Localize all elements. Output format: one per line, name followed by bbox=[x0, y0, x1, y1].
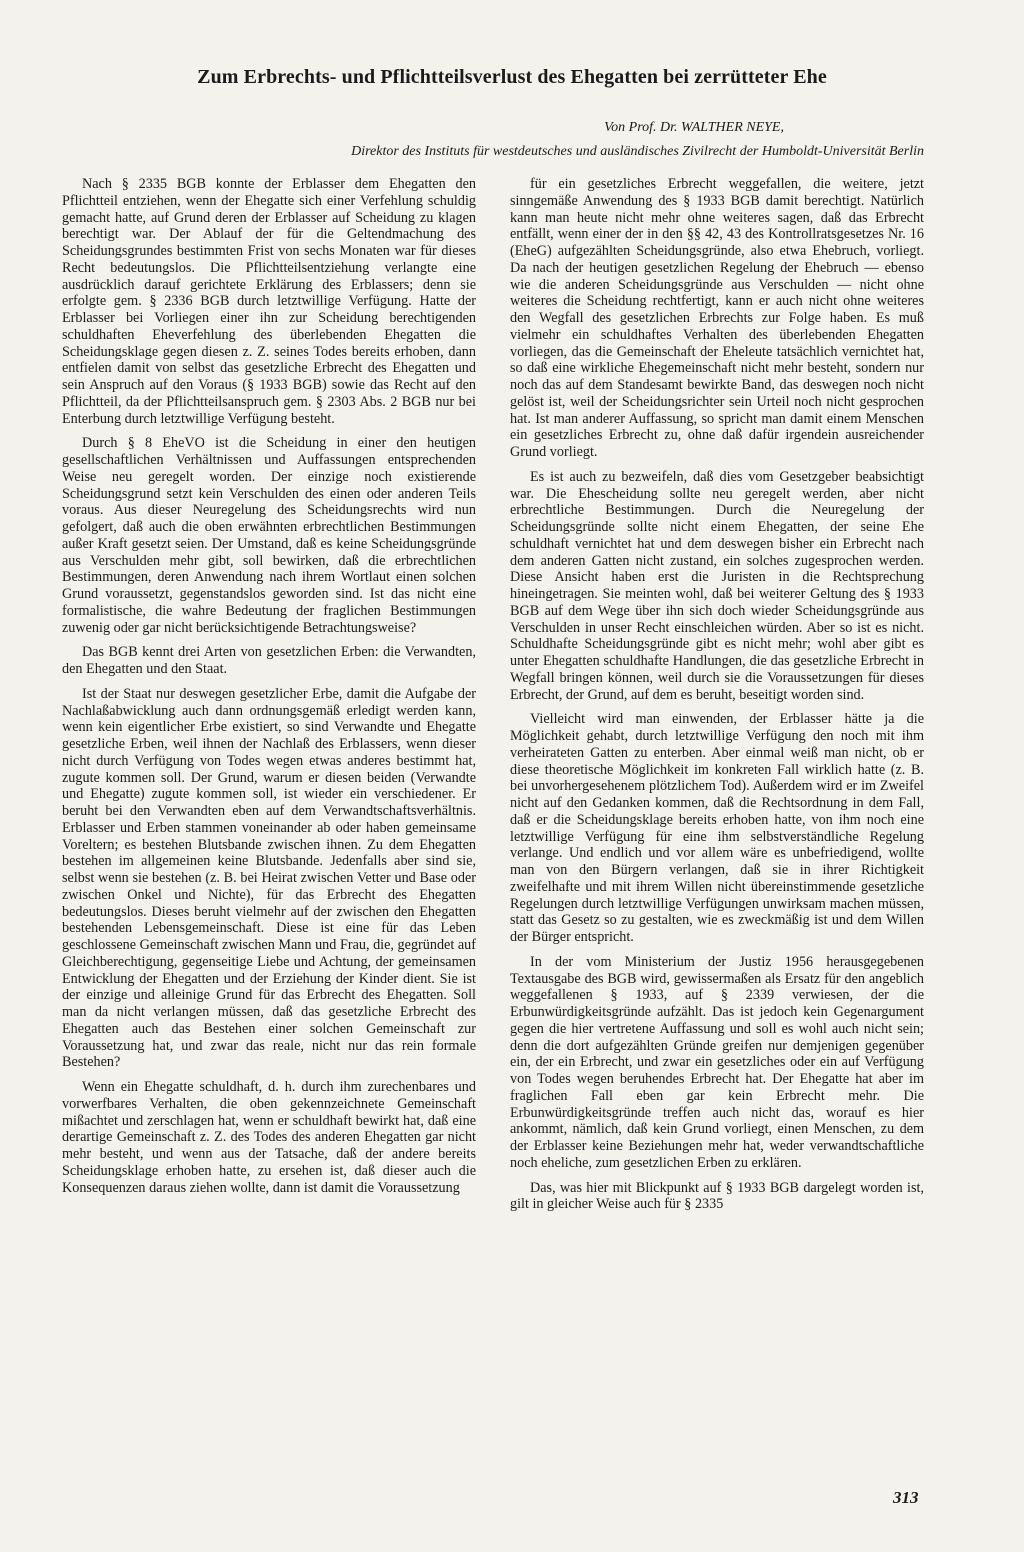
paragraph: Durch § 8 EheVO ist die Scheidung in einer den heutigen gesellschaftlichen Verhältnissen und Auffassungen entsprechenden Weise neu geregelt worden. Der einzige noch existierende Scheidungsgrund setzt kein Verschulden des einen oder anderen Teils voraus. Aus dieser Neuregelung des Scheidungsrechts wird nun gefolgert, daß auch die oben erwähnten erbrechtlichen Bestimmungen außer Kraft gesetzt seien. Der Umstand, daß es keine Scheidungsgründe aus Verschulden mehr gibt, soll bewirken, daß die erbrechtlichen Bestimmungen, deren Anwendung nach ihrem Wortlaut einen solchen Grund voraussetzt, gegenstandslos geworden sind. Ist das nicht eine formalistische, die wahre Bedeutung der fraglichen Bestimmungen zuwenig oder gar nicht berücksichtigende Betrachtungsweise? bbox=[62, 435, 476, 636]
paragraph: In der vom Ministerium der Justiz 1956 herausgegebenen Textausgabe des BGB wird, gewissermaßen als Ersatz für den angeblich weggefallenen § 1933, auf § 2339 verwiesen, der die Erbunwürdigkeitsgründe aufzählt. Das ist jedoch kein Gegenargument gegen die hier vertretene Auffassung und soll es wohl auch nicht sein; denn die dort aufgezählten Gründe greifen nur demjenigen gegenüber ein, der ein Erbrecht, und zwar ein gesetzliches oder ein auf Verfügung von Todes wegen beruhendes Erbrecht hat. Der Ehegatte hat aber im fraglichen Fall eben gar kein Erbrecht mehr. Die Erbunwürdigkeitsgründe treffen auch nicht das, worauf es hier ankommt, nämlich, daß kein Grund vorliegt, einen Menschen, zu dem der Erblasser keine Beziehungen mehr hat, weder verwandtschaftliche noch eheliche, zum gesetzlichen Erben zu erklären. bbox=[510, 953, 924, 1171]
paragraph: Wenn ein Ehegatte schuldhaft, d. h. durch ihm zurechenbares und vorwerfbares Verhalten, die oben gekennzeichnete Gemeinschaft mißachtet und zerschlagen hat, wenn er schuldhaft bewirkt hat, daß eine derartige Gemeinschaft z. Z. des Todes des anderen Ehegatten gar nicht mehr besteht, und wenn aus der Tatsache, daß der andere bereits Scheidungsklage erhoben hatte, zu ersehen ist, daß dieser auch die Konsequenzen daraus ziehen wollte, dann ist damit die Voraussetzung bbox=[62, 1079, 476, 1196]
paragraph: Ist der Staat nur deswegen gesetzlicher Erbe, damit die Aufgabe der Nachlaßabwicklung auch dann ordnungsgemäß erledigt werden kann, wenn kein eigentlicher Erbe existiert, so sind Verwandte und Ehegatte gesetzliche Erben, weil ihnen der Nachlaß des Erblassers, wenn dieser nicht durch Verfügung von Todes wegen etwas anderes bestimmt hat, zugute kommen soll. Der Grund, warum er diesen beiden (Verwandte und Ehegatte) zugute kommen soll, ist wieder ein verschiedener. Er beruht bei den Verwandten eben auf dem Verwandtschaftsverhältnis. Erblasser und Erben stammen voneinander ab oder haben gemeinsame Voreltern; es bestehen Blutsbande zwischen ihnen. Zu dem Ehegatten bestehen im allgemeinen keine Blutsbande. Jedenfalls aber sind sie, selbst wenn sie bestehen (z. B. bei Heirat zwischen Vetter und Base oder zwischen Onkel und Nichte), für das Erbrecht des Ehegatten bedeutungslos. Dieses beruht vielmehr auf der zwischen den Ehegatten bestehenden Lebensgemeinschaft. Diese ist eine für das Leben geschlossene Gemeinschaft zwischen Mann und Frau, die, gegründet auf Gleichberechtigung, gegenseitige Liebe und Achtung, der gemeinsamen Entwicklung der Ehegatten und der Erziehung der Kinder dient. Sie ist der einzige und alleinige Grund für das Erbrecht des Ehegatten. Soll man da nicht verlangen müssen, daß das gesetzliche Erbrecht des Ehegatten auch das Bestehen einer solchen Gemeinschaft zur Voraussetzung hat, und zwar das reale, nicht nur das rein formale Bestehen? bbox=[62, 685, 476, 1071]
article-title: Zum Erbrechts- und Pflichtteilsverlust des Ehegatten bei zerrütteter Ehe bbox=[197, 66, 827, 88]
paragraph: Das, was hier mit Blickpunkt auf § 1933 BGB dargelegt worden ist, gilt in gleicher Weise auch für § 2335 bbox=[510, 1179, 924, 1213]
left-column bbox=[62, 176, 476, 1204]
paragraph: für ein gesetzliches Erbrecht weggefallen, die weitere, jetzt sinngemäße Anwendung des § 1933 BGB damit berechtigt. Natürlich kann man heute nicht mehr ohne weiteres sagen, daß das Erbrecht entfällt, wenn einer der in den §§ 42, 43 des Kontrollratsgesetzes Nr. 16 (EheG) aufgezählten Scheidungsgründe, also etwa Ehebruch, vorliegt. Da nach der heutigen gesetzlichen Regelung der Ehebruch — ebenso wie die anderen Scheidungsgründe aus Verschulden — nicht ohne weiteres die Scheidung rechtfertigt, kann er auch nicht ohne weiteres den Wegfall des gesetzlichen Erbrechts zur Folge haben. Es muß vielmehr ein schuldhaftes Verhalten des überlebenden Ehegatten vorliegen, das die Gemeinschaft der Eheleute tatsächlich vernichtet hat, so daß eine wirkliche Ehegemeinschaft nicht mehr besteht, sondern nur noch das auf dem Standesamt bewirkte Band, das deswegen noch nicht gelöst ist, weil der Scheidungsrichter sein Urteil noch nicht gesprochen hat. Ist man anderer Auffassung, so spricht man damit einem Menschen ein gesetzliches Erbrecht zu, ohne daß dafür irgendein ausreichender Grund vorliegt. bbox=[510, 176, 924, 460]
byline bbox=[60, 116, 924, 164]
paragraph: Das BGB kennt drei Arten von gesetzlichen Erben: die Verwandten, den Ehegatten und den Staat. bbox=[62, 644, 476, 677]
right-column bbox=[510, 176, 924, 1221]
paragraph: Vielleicht wird man einwenden, der Erblasser hätte ja die Möglichkeit gehabt, durch letztwillige Verfügung den noch mit ihm verheirateten Gatten zu enterben. Aber einmal weiß man nicht, ob er diese theoretische Möglichkeit im konkreten Fall wirklich hatte (z. B. bei unvorhergesehenem plötzlichem Tod). Außerdem wird er im Zweifel nicht auf den Gedanken kommen, daß die Rechtsordnung in dem Fall, daß er die Scheidungsklage bereits erhoben hatte, von ihm noch eine letztwillige Verfügung für eine ihm selbstverständliche Regelung verlange. Und endlich und vor allem wäre es unbefriedigend, wollte man von den Bürgern verlangen, daß sie in ihrer Richtigkeit zweifelhafte und mit ihrem Willen nicht übereinstimmende gesetzliche Regelungen durch letztwillige Verfügungen unwirksam machen müssen, statt das Gesetz so zu gestalten, wie es zweckmäßig ist und dem Willen der Bürger entspricht. bbox=[510, 711, 924, 945]
paragraph: Es ist auch zu bezweifeln, daß dies vom Gesetzgeber beabsichtigt war. Die Ehescheidung sollte neu geregelt werden, aber nicht erbrechtliche Bestimmungen. Durch die Neuregelung der Scheidungsgründe sollte nicht einem Ehegatten, der seine Ehe schuldhaft vernichtet hat und dem deswegen bisher ein Erbrecht nach dem anderen Gatten nicht zustand, ein solches zugesprochen werden. Diese Ansicht haben erst die Juristen in die Rechtsprechung hineingetragen. Sie meinten wohl, daß bei weiterer Geltung des § 1933 BGB auf dem Wege über ihn sich doch wieder Scheidungsgründe aus Verschulden in unser Recht einschleichen würden. Aber so ist es nicht. Schuldhafte Scheidungsgründe gibt es nicht mehr; wohl aber gibt es unter Ehegatten schuldhafte Handlungen, die das gesetzliche Erbrecht in Wegfall bringen können, weil durch sie die Voraussetzungen für dieses Erbrecht, der Grund, auf dem es beruht, beseitigt worden sind. bbox=[510, 468, 924, 703]
affiliation-line: Direktor des Instituts für westdeutsches und ausländisches Zivilrecht der Humboldt-Universität Berlin bbox=[351, 144, 924, 159]
paragraph: Nach § 2335 BGB konnte der Erblasser dem Ehegatten den Pflichtteil entziehen, wenn der Ehegatte sich einer Verfehlung schuldig gemacht hatte, auf Grund deren der Erblasser auf Scheidung zu klagen berechtigt war. Der Ablauf der für die Geltendmachung des Scheidungsgrundes bestimmten Frist von sechs Monaten war für dieses Recht bedeutungslos. Die Pflichtteilsentziehung verlangte eine ausdrücklich darauf gerichtete Erklärung des Erblassers; denn sie erfolgte gem. § 2336 BGB durch letztwillige Verfügung. Hatte der Erblasser bei Vorliegen einer ihn zur Scheidung berechtigenden schuldhaften Eheverfehlung des überlebenden Ehegatten die Scheidungsklage gegen diesen z. Z. seines Todes bereits erhoben, dann entfielen damit von selbst das gesetzliche Erbrecht des Ehegatten und sein Anspruch auf den Voraus (§ 1933 BGB) sowie das Recht auf den Pflichtteil, da der Pflichtteilsanspruch gem. § 2303 Abs. 2 BGB nur bei Enterbung durch letztwillige Verfügung besteht. bbox=[62, 176, 476, 427]
author-line: Von Prof. Dr. WALTHER NEYE, bbox=[604, 120, 784, 135]
page-number: 313 bbox=[893, 1488, 919, 1507]
